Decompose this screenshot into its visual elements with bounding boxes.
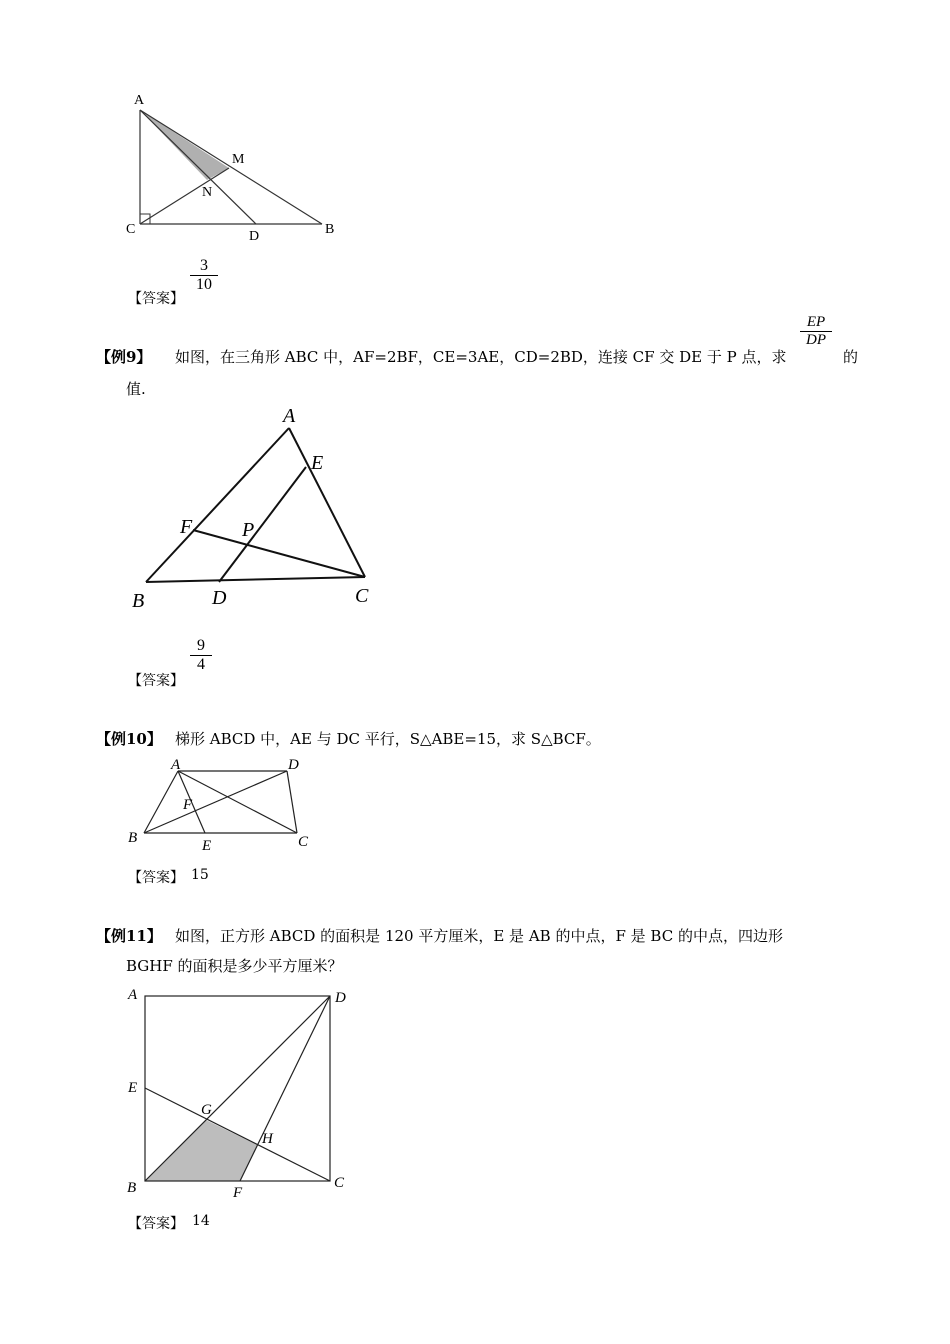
- label-d: D: [212, 587, 227, 609]
- label-a: A: [134, 93, 145, 108]
- fraction-denominator: DP: [806, 332, 826, 348]
- label-a: A: [283, 405, 296, 427]
- label-b: B: [132, 590, 145, 612]
- label-p: P: [242, 519, 255, 541]
- example-11-question-line2: BGHF 的面积是多少平方厘米？: [126, 957, 343, 975]
- fraction-numerator: EP: [806, 314, 826, 330]
- answer-label: 【答案】: [128, 1216, 184, 1232]
- label-n: N: [202, 185, 213, 200]
- label-b: B: [127, 1180, 137, 1196]
- answer-label: 【答案】: [128, 870, 184, 886]
- example-10-heading: 【例10】: [96, 730, 162, 748]
- answer-value: 14: [192, 1213, 210, 1229]
- label-c: C: [298, 834, 309, 850]
- label-f: F: [183, 797, 193, 813]
- label-c: C: [126, 222, 136, 237]
- label-g: G: [201, 1102, 212, 1118]
- answer-label: 【答案】: [128, 291, 184, 307]
- label-a: A: [128, 987, 138, 1003]
- label-a: A: [171, 757, 181, 773]
- shaded-region-bghf: [145, 1120, 257, 1181]
- label-m: M: [232, 152, 245, 167]
- example-9-heading: 【例9】: [96, 348, 152, 366]
- label-d: D: [288, 757, 299, 773]
- label-c: C: [355, 585, 369, 607]
- label-e: E: [311, 452, 324, 474]
- example-9-question-line2: 值.: [126, 380, 146, 398]
- example-11-question: 如图，正方形 ABCD 的面积是 120 平方厘米，E 是 AB 的中点，F 是 BC 的中点，四边形: [175, 927, 783, 945]
- answer-label: 【答案】: [128, 673, 184, 689]
- label-h: H: [262, 1131, 273, 1147]
- example-10-question: 梯形 ABCD 中，AE 与 DC 平行，S△ABE=15，求 S△BCF。: [175, 730, 601, 748]
- label-e: E: [202, 838, 212, 854]
- label-b: B: [325, 222, 335, 237]
- example-9-question-tail: 的: [843, 348, 859, 366]
- label-d: D: [249, 229, 260, 244]
- label-f: F: [180, 516, 193, 538]
- label-f: F: [233, 1185, 243, 1201]
- fraction-denominator: 4: [197, 656, 205, 673]
- fraction-denominator: 10: [196, 276, 212, 293]
- label-b: B: [128, 830, 138, 846]
- fraction-numerator: 9: [197, 637, 205, 654]
- label-e: E: [128, 1080, 138, 1096]
- answer-value: 15: [191, 867, 209, 883]
- example-9-question: 如图，在三角形 ABC 中，AF=2BF，CE=3AE，CD=2BD，连接 CF 交 DE 于 P 点，求: [175, 348, 787, 366]
- label-d: D: [335, 990, 346, 1006]
- label-c: C: [334, 1175, 345, 1191]
- fraction-numerator: 3: [200, 257, 208, 274]
- example-11-heading: 【例11】: [96, 927, 162, 945]
